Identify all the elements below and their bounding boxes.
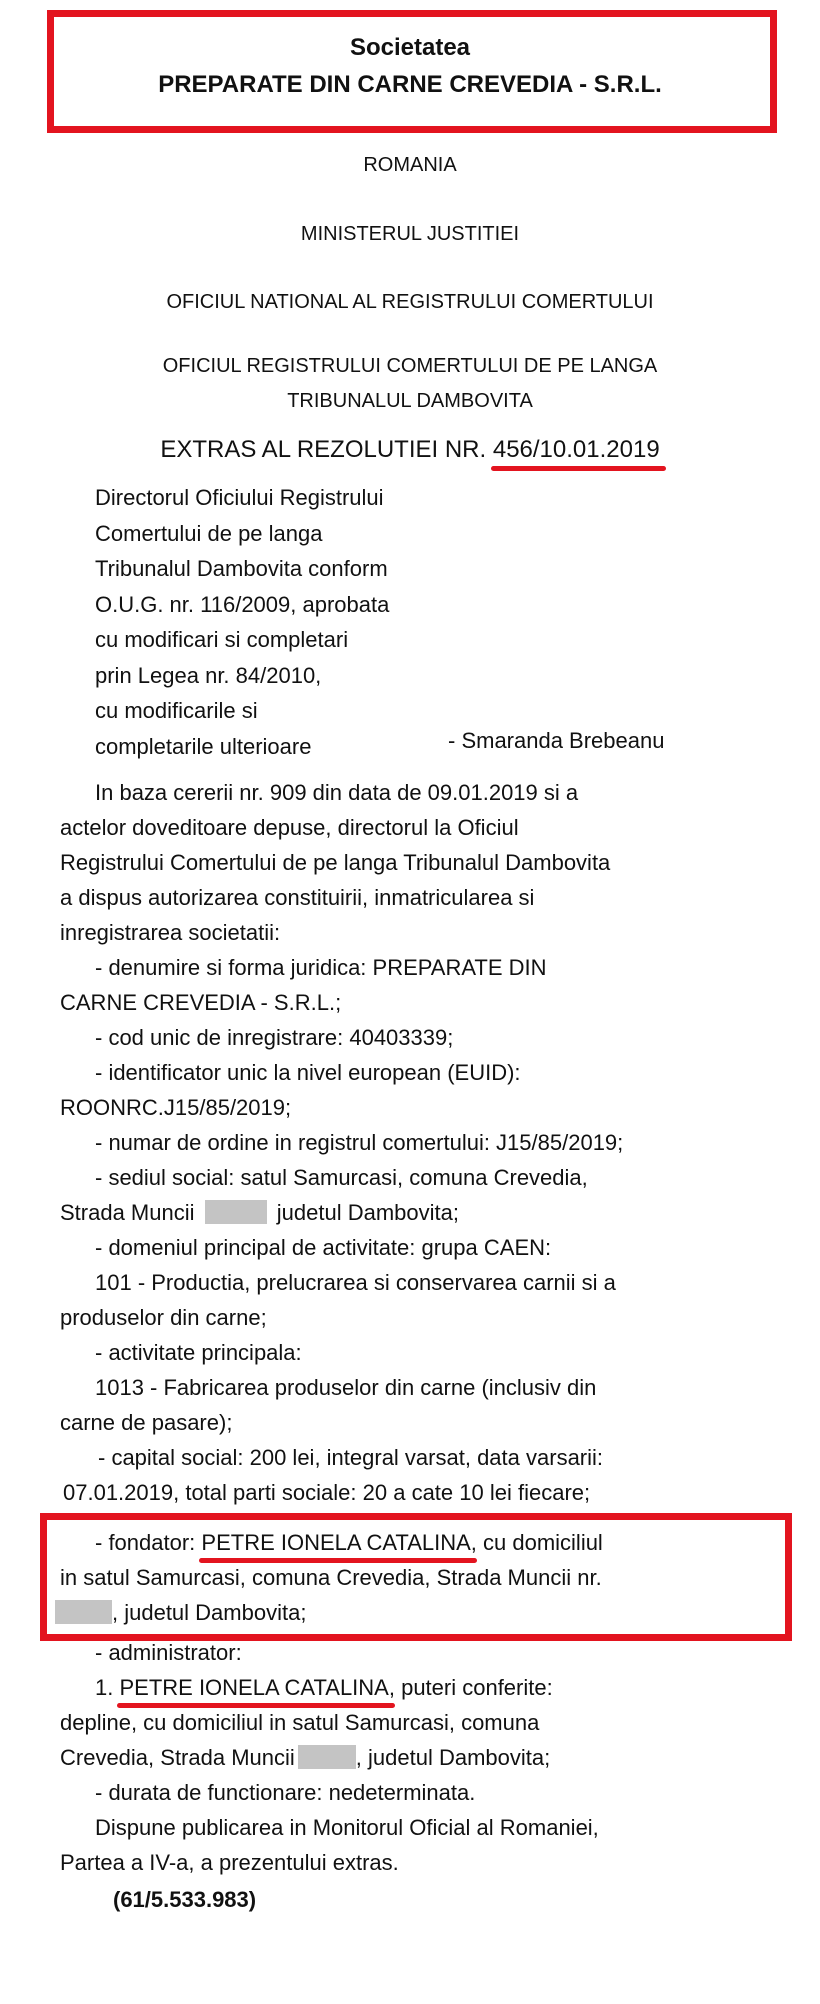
signatory-name: - Smaranda Brebeanu (448, 728, 665, 753)
duration-line: - durata de functionare: nedeterminata. (95, 1780, 476, 1805)
director-line: Directorul Oficiului Registrului (95, 485, 384, 510)
administrator-address-line (60, 1745, 550, 1771)
redacted-street-number (55, 1600, 112, 1624)
intro-line: Registrului Comertului de pe langa Tribunalul Dambovita (60, 850, 611, 875)
publication-reference: (61/5.533.983) (113, 1887, 257, 1912)
administrator-county: , judetul Dambovita; (355, 1745, 551, 1770)
company-type-label: Societatea (349, 34, 471, 61)
administrator-address-line: depline, cu domiciliul in satul Samurcasi, comuna (60, 1710, 540, 1735)
redacted-street-number (298, 1745, 356, 1769)
county-label: judetul Dambovita; (276, 1200, 459, 1225)
registry-number-line: - numar de ordine in registrul comertului: J15/85/2019; (95, 1130, 624, 1155)
director-line: O.U.G. nr. 116/2009, aprobata (95, 591, 390, 617)
main-domain-line: - domeniul principal de activitate: grupa CAEN: (95, 1235, 552, 1260)
euid-value: ROONRC.J15/85/2019; (60, 1095, 292, 1120)
capital-line: 07.01.2019, total parti sociale: 20 a cate 10 lei fiecare; (63, 1480, 591, 1505)
administrator-index: 1. (95, 1675, 114, 1700)
registered-office-line: - sediul social: satul Samurcasi, comuna Crevedia, (95, 1165, 588, 1190)
national-office-heading: OFICIUL NATIONAL AL REGISTRULUI COMERTULUI (166, 291, 654, 313)
local-office-heading-line2: TRIBUNALUL DAMBOVITA (287, 390, 533, 412)
director-line: prin Legea nr. 84/2010, (95, 662, 322, 688)
director-line: cu modificarile si (95, 698, 258, 723)
capital-line: - capital social: 200 lei, integral varsat, data varsarii: (98, 1445, 604, 1470)
legal-name-line: - denumire si forma juridica: PREPARATE DIN (95, 955, 547, 980)
extract-heading (0, 436, 820, 464)
redacted-street-number (205, 1200, 267, 1224)
administrator-name-underlined: PETRE IONELA CATALINA (119, 1675, 389, 1700)
administrator-heading: - administrator: (95, 1640, 242, 1665)
director-line: completarile ulterioare (95, 733, 312, 759)
founder-address-line (55, 1600, 306, 1626)
caen-101-line: 101 - Productia, prelucrarea si conservarea carnii si a (95, 1270, 616, 1295)
intro-line: In baza cererii nr. 909 din data de 09.01.2019 si a (95, 780, 579, 805)
extract-prefix: EXTRAS AL REZOLUTIEI NR. (160, 436, 487, 463)
main-activity-line: - activitate principala: (95, 1340, 302, 1365)
registered-office-line (60, 1200, 459, 1226)
extract-number-underlined: 456/10.01.2019 (492, 436, 660, 463)
country-heading: ROMANIA (363, 154, 457, 176)
director-line: Comertului de pe langa (95, 520, 323, 546)
caen-1013-line: 1013 - Fabricarea produselor din carne (inclusiv din (95, 1375, 597, 1400)
founder-name-underlined: PETRE IONELA CATALINA (201, 1530, 471, 1555)
intro-line: inregistrarea societatii: (60, 920, 281, 945)
cui-line: - cod unic de inregistrare: 40403339; (95, 1025, 454, 1050)
intro-line: actelor doveditoare depuse, directorul la Oficiul (60, 815, 519, 840)
ministry-heading: MINISTERUL JUSTITIEI (300, 223, 520, 245)
company-name-title: PREPARATE DIN CARNE CREVEDIA - S.R.L. (158, 71, 662, 98)
euid-line: - identificator unic la nivel european (EUID): (95, 1060, 521, 1085)
street-label: Strada Muncii (60, 1200, 195, 1225)
legal-name-line: CARNE CREVEDIA - S.R.L.; (60, 990, 342, 1015)
administrator-suffix: , puteri conferite: (388, 1675, 553, 1700)
publication-line: Partea a IV-a, a prezentului extras. (60, 1850, 399, 1875)
director-block (95, 480, 389, 764)
caen-101-line: produselor din carne; (60, 1305, 267, 1330)
founder-suffix: , cu domiciliul (470, 1530, 603, 1555)
administrator-street: Crevedia, Strada Muncii (60, 1745, 295, 1770)
founder-line (95, 1530, 603, 1556)
caen-1013-line: carne de pasare); (60, 1410, 233, 1435)
founder-county: , judetul Dambovita; (112, 1600, 307, 1625)
director-line: cu modificari si completari (95, 627, 349, 652)
founder-address-line: in satul Samurcasi, comuna Crevedia, Strada Muncii nr. (60, 1565, 602, 1590)
director-line: Tribunalul Dambovita conform (95, 556, 388, 581)
founder-label: - fondator: (95, 1530, 196, 1555)
intro-line: a dispus autorizarea constituirii, inmatricularea si (60, 885, 535, 910)
publication-line: Dispune publicarea in Monitorul Oficial al Romaniei, (95, 1815, 599, 1840)
administrator-line (95, 1675, 553, 1701)
local-office-heading-line1: OFICIUL REGISTRULUI COMERTULUI DE PE LANGA (162, 355, 658, 377)
